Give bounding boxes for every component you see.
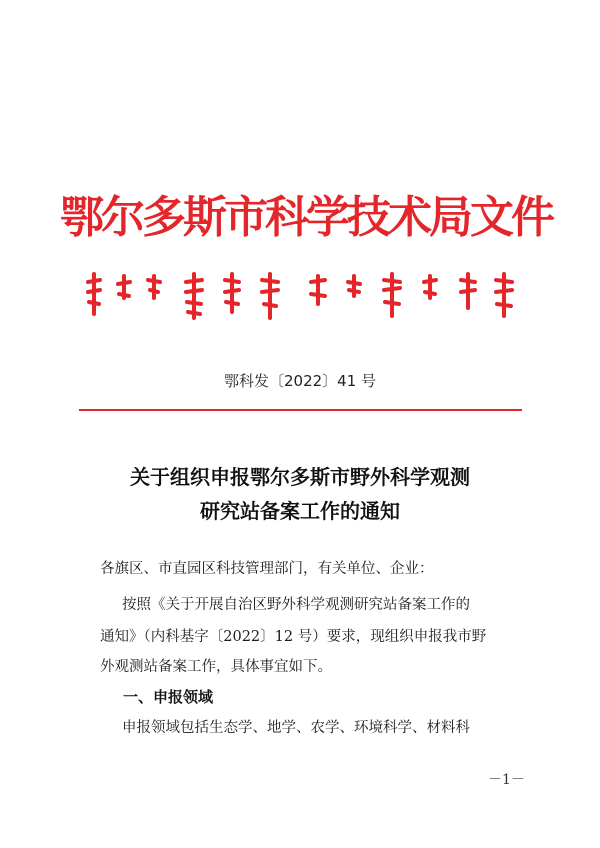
- notice-title-line-2: 研究站备案工作的通知: [200, 499, 400, 523]
- mongolian-script-line: [84, 268, 516, 324]
- document-number: 鄂科发〔2022〕41 号: [223, 372, 377, 390]
- section-heading-1: 一、申报领域: [123, 688, 214, 706]
- salutation: 各旗区、市直园区科技管理部门，有关单位、企业：: [100, 561, 434, 577]
- notice-title: [80, 460, 520, 528]
- notice-title-line-1: 关于组织申报鄂尔多斯市野外科学观测: [130, 465, 470, 489]
- paragraph-1-line-3: 外观测站备案工作，具体事宜如下。: [100, 659, 332, 675]
- issuer-header-title: 鄂尔多斯市科学技术局文件: [60, 192, 552, 243]
- page-number: －1－: [488, 772, 525, 788]
- section-1-line-1: 申报领域包括生态学、地学、农学、环境科学、材料科: [122, 720, 470, 736]
- paragraph-1-line-2: 通知》（内科基字〔2022〕12 号）要求，现组织申报我市野: [100, 629, 487, 645]
- paragraph-1-line-1: 按照《关于开展自治区野外科学观测研究站备案工作的: [122, 597, 470, 613]
- red-divider-line: [79, 409, 522, 411]
